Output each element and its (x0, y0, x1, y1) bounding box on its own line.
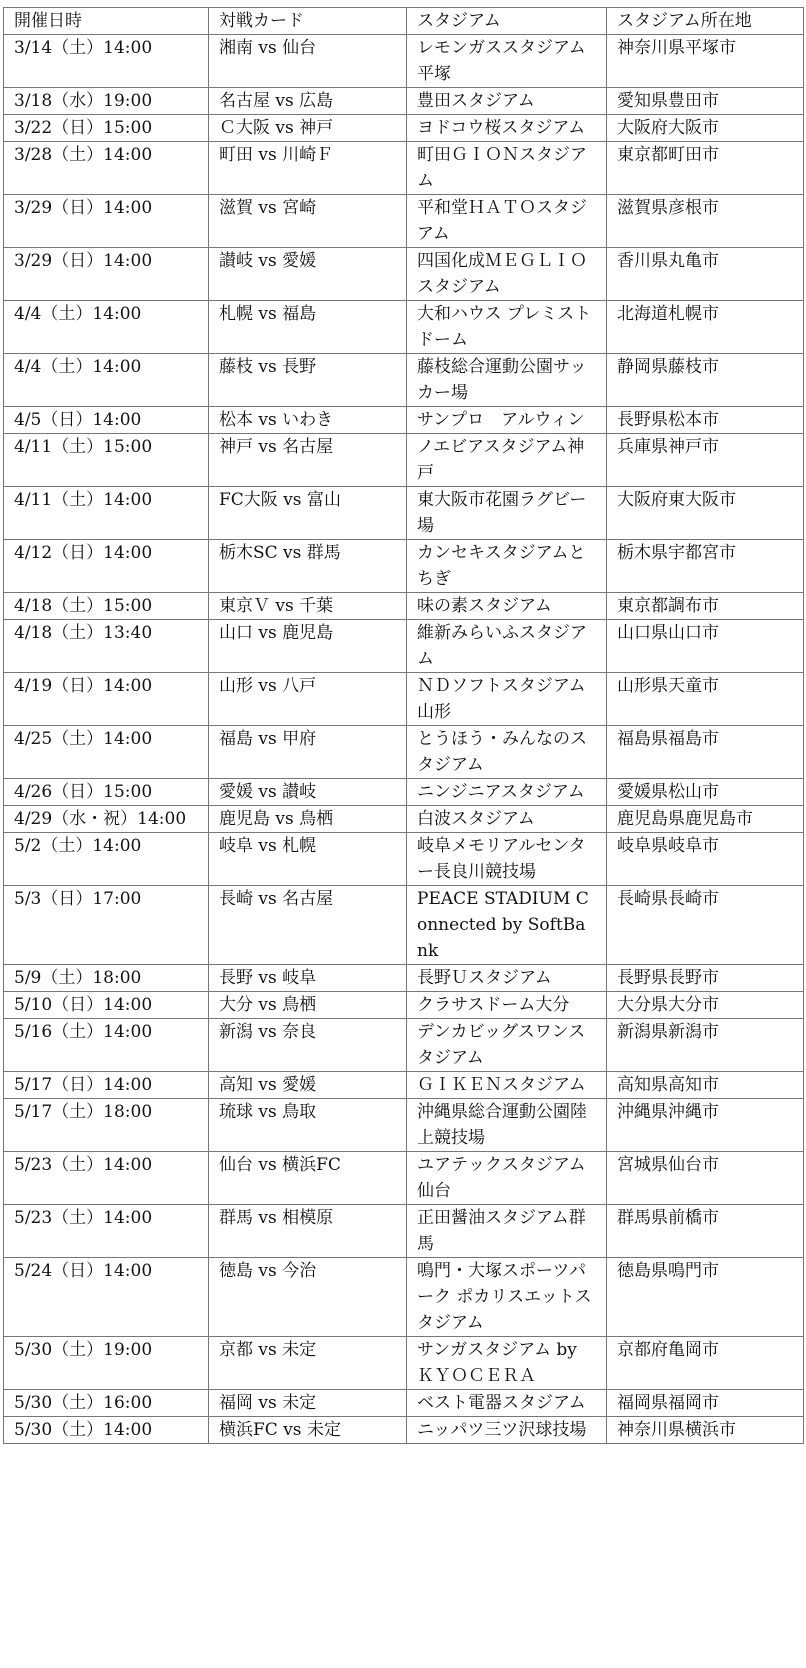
cell-match: 山口 vs 鹿児島 (209, 620, 407, 673)
cell-stadium: ＧＩＫＥＮスタジアム (407, 1072, 607, 1099)
header-stadium: スタジアム (407, 8, 607, 35)
cell-date: 4/11（土）15:00 (4, 434, 209, 487)
cell-location: 沖縄県沖縄市 (607, 1099, 804, 1152)
table-row (4, 115, 804, 142)
cell-stadium: 鳴門・大塚スポーツパーク ポカリスエットスタジアム (407, 1258, 607, 1337)
cell-location: 群馬県前橋市 (607, 1205, 804, 1258)
cell-date: 4/19（日）14:00 (4, 673, 209, 726)
table-row (4, 965, 804, 992)
cell-date: 5/30（土）19:00 (4, 1337, 209, 1390)
cell-stadium: サンプロ アルウィン (407, 407, 607, 434)
table-body (4, 35, 804, 1444)
cell-location: 山口県山口市 (607, 620, 804, 673)
table-row (4, 1152, 804, 1205)
cell-location: 東京都調布市 (607, 593, 804, 620)
cell-location: 香川県丸亀市 (607, 248, 804, 301)
cell-location: 長野県松本市 (607, 407, 804, 434)
table-row (4, 886, 804, 965)
cell-location: 北海道札幌市 (607, 301, 804, 354)
cell-date: 3/29（日）14:00 (4, 195, 209, 248)
cell-stadium: サンガスタジアム by ＫＹＯＣＥＲＡ (407, 1337, 607, 1390)
cell-location: 東京都町田市 (607, 142, 804, 195)
cell-location: 兵庫県神戸市 (607, 434, 804, 487)
cell-location: 大阪府大阪市 (607, 115, 804, 142)
cell-date: 5/17（日）14:00 (4, 1072, 209, 1099)
header-row (4, 8, 804, 35)
cell-location: 鹿児島県鹿児島市 (607, 806, 804, 833)
table-row (4, 434, 804, 487)
table-row (4, 88, 804, 115)
cell-date: 3/22（日）15:00 (4, 115, 209, 142)
cell-date: 4/18（土）13:40 (4, 620, 209, 673)
cell-date: 4/5（日）14:00 (4, 407, 209, 434)
cell-stadium: 豊田スタジアム (407, 88, 607, 115)
cell-stadium: 東大阪市花園ラグビー場 (407, 487, 607, 540)
cell-location: 栃木県宇都宮市 (607, 540, 804, 593)
cell-location: 静岡県藤枝市 (607, 354, 804, 407)
cell-match: 滋賀 vs 宮崎 (209, 195, 407, 248)
cell-date: 5/30（土）16:00 (4, 1390, 209, 1417)
cell-match: 徳島 vs 今治 (209, 1258, 407, 1337)
table-row (4, 779, 804, 806)
cell-date: 4/12（日）14:00 (4, 540, 209, 593)
table-row (4, 1417, 804, 1444)
cell-match: 横浜FC vs 未定 (209, 1417, 407, 1444)
table-row (4, 301, 804, 354)
cell-date: 4/11（土）14:00 (4, 487, 209, 540)
cell-match: 東京Ｖ vs 千葉 (209, 593, 407, 620)
cell-match: 岐阜 vs 札幌 (209, 833, 407, 886)
cell-date: 4/4（土）14:00 (4, 354, 209, 407)
cell-match: 福岡 vs 未定 (209, 1390, 407, 1417)
header-location: スタジアム所在地 (607, 8, 804, 35)
cell-location: 宮城県仙台市 (607, 1152, 804, 1205)
cell-match: 長崎 vs 名古屋 (209, 886, 407, 965)
table-row (4, 248, 804, 301)
cell-location: 新潟県新潟市 (607, 1019, 804, 1072)
cell-location: 長崎県長崎市 (607, 886, 804, 965)
cell-stadium: PEACE STADIUM Connected by SoftBank (407, 886, 607, 965)
cell-stadium: 岐阜メモリアルセンター長良川競技場 (407, 833, 607, 886)
cell-match: 鹿児島 vs 鳥栖 (209, 806, 407, 833)
cell-match: 栃木SC vs 群馬 (209, 540, 407, 593)
table-row (4, 1019, 804, 1072)
match-schedule-table (3, 7, 804, 1444)
table-row (4, 35, 804, 88)
cell-match: 山形 vs 八戸 (209, 673, 407, 726)
header-match: 対戦カード (209, 8, 407, 35)
cell-date: 4/18（土）15:00 (4, 593, 209, 620)
cell-match: 湘南 vs 仙台 (209, 35, 407, 88)
cell-stadium: デンカビッグスワンスタジアム (407, 1019, 607, 1072)
cell-stadium: 正田醤油スタジアム群馬 (407, 1205, 607, 1258)
cell-stadium: 四国化成ＭＥＧＬＩＯスタジアム (407, 248, 607, 301)
cell-match: 札幌 vs 福島 (209, 301, 407, 354)
cell-date: 5/17（土）18:00 (4, 1099, 209, 1152)
cell-match: 讃岐 vs 愛媛 (209, 248, 407, 301)
cell-date: 4/26（日）15:00 (4, 779, 209, 806)
table-row (4, 142, 804, 195)
table-row (4, 1258, 804, 1337)
table-row (4, 806, 804, 833)
cell-location: 愛媛県松山市 (607, 779, 804, 806)
cell-stadium: とうほう・みんなのスタジアム (407, 726, 607, 779)
cell-location: 大分県大分市 (607, 992, 804, 1019)
cell-location: 大阪府東大阪市 (607, 487, 804, 540)
cell-match: 仙台 vs 横浜FC (209, 1152, 407, 1205)
cell-location: 神奈川県平塚市 (607, 35, 804, 88)
table-row (4, 487, 804, 540)
cell-location: 福島県福島市 (607, 726, 804, 779)
cell-match: 群馬 vs 相模原 (209, 1205, 407, 1258)
cell-location: 山形県天童市 (607, 673, 804, 726)
table-row (4, 407, 804, 434)
cell-stadium: 平和堂ＨＡＴＯスタジアム (407, 195, 607, 248)
cell-stadium: ベスト電器スタジアム (407, 1390, 607, 1417)
cell-stadium: ユアテックスタジアム仙台 (407, 1152, 607, 1205)
cell-date: 5/24（日）14:00 (4, 1258, 209, 1337)
cell-match: 大分 vs 鳥栖 (209, 992, 407, 1019)
cell-stadium: ニンジニアスタジアム (407, 779, 607, 806)
cell-location: 長野県長野市 (607, 965, 804, 992)
cell-date: 5/16（土）14:00 (4, 1019, 209, 1072)
cell-date: 5/3（日）17:00 (4, 886, 209, 965)
cell-date: 4/25（土）14:00 (4, 726, 209, 779)
cell-stadium: ヨドコウ桜スタジアム (407, 115, 607, 142)
cell-date: 4/29（水・祝）14:00 (4, 806, 209, 833)
cell-location: 神奈川県横浜市 (607, 1417, 804, 1444)
cell-match: 町田 vs 川崎Ｆ (209, 142, 407, 195)
cell-match: FC大阪 vs 富山 (209, 487, 407, 540)
cell-match: 愛媛 vs 讃岐 (209, 779, 407, 806)
cell-match: 琉球 vs 鳥取 (209, 1099, 407, 1152)
cell-location: 福岡県福岡市 (607, 1390, 804, 1417)
cell-location: 京都府亀岡市 (607, 1337, 804, 1390)
cell-stadium: レモンガススタジアム平塚 (407, 35, 607, 88)
cell-stadium: クラサスドーム大分 (407, 992, 607, 1019)
cell-date: 3/18（水）19:00 (4, 88, 209, 115)
cell-stadium: 味の素スタジアム (407, 593, 607, 620)
cell-match: Ｃ大阪 vs 神戸 (209, 115, 407, 142)
cell-match: 新潟 vs 奈良 (209, 1019, 407, 1072)
table-row (4, 195, 804, 248)
table-row (4, 354, 804, 407)
table-row (4, 1099, 804, 1152)
cell-stadium: 長野Ｕスタジアム (407, 965, 607, 992)
cell-stadium: 藤枝総合運動公園サッカー場 (407, 354, 607, 407)
cell-stadium: 沖縄県総合運動公園陸上競技場 (407, 1099, 607, 1152)
header-date: 開催日時 (4, 8, 209, 35)
cell-location: 徳島県鳴門市 (607, 1258, 804, 1337)
cell-match: 神戸 vs 名古屋 (209, 434, 407, 487)
cell-date: 3/29（日）14:00 (4, 248, 209, 301)
table-row (4, 540, 804, 593)
cell-date: 5/9（土）18:00 (4, 965, 209, 992)
cell-stadium: 白波スタジアム (407, 806, 607, 833)
cell-stadium: 維新みらいふスタジアム (407, 620, 607, 673)
cell-date: 5/23（土）14:00 (4, 1205, 209, 1258)
cell-location: 愛知県豊田市 (607, 88, 804, 115)
table-row (4, 833, 804, 886)
cell-stadium: 大和ハウス プレミストドーム (407, 301, 607, 354)
table-row (4, 992, 804, 1019)
cell-location: 高知県高知市 (607, 1072, 804, 1099)
cell-location: 滋賀県彦根市 (607, 195, 804, 248)
cell-match: 藤枝 vs 長野 (209, 354, 407, 407)
cell-match: 高知 vs 愛媛 (209, 1072, 407, 1099)
cell-match: 長野 vs 岐阜 (209, 965, 407, 992)
cell-stadium: ノエビアスタジアム神戸 (407, 434, 607, 487)
table-row (4, 620, 804, 673)
cell-date: 4/4（土）14:00 (4, 301, 209, 354)
cell-match: 松本 vs いわき (209, 407, 407, 434)
cell-stadium: ＮＤソフトスタジアム山形 (407, 673, 607, 726)
cell-date: 5/2（土）14:00 (4, 833, 209, 886)
cell-date: 3/28（土）14:00 (4, 142, 209, 195)
cell-date: 5/23（土）14:00 (4, 1152, 209, 1205)
table-row (4, 1205, 804, 1258)
table-row (4, 1337, 804, 1390)
cell-stadium: ニッパツ三ツ沢球技場 (407, 1417, 607, 1444)
table-row (4, 593, 804, 620)
cell-match: 名古屋 vs 広島 (209, 88, 407, 115)
table-row (4, 1390, 804, 1417)
cell-match: 京都 vs 未定 (209, 1337, 407, 1390)
table-row (4, 673, 804, 726)
cell-date: 3/14（土）14:00 (4, 35, 209, 88)
cell-stadium: カンセキスタジアムとちぎ (407, 540, 607, 593)
table-row (4, 726, 804, 779)
table-row (4, 1072, 804, 1099)
cell-match: 福島 vs 甲府 (209, 726, 407, 779)
cell-date: 5/30（土）14:00 (4, 1417, 209, 1444)
cell-stadium: 町田ＧＩＯＮスタジアム (407, 142, 607, 195)
cell-date: 5/10（日）14:00 (4, 992, 209, 1019)
cell-location: 岐阜県岐阜市 (607, 833, 804, 886)
table-header (4, 8, 804, 35)
